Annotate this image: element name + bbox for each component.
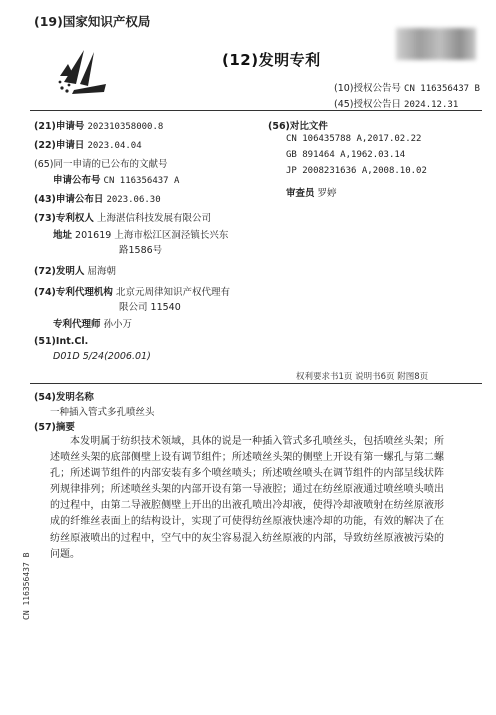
reference-2: GB 891464 A,1962.03.14 <box>286 150 406 160</box>
address-row <box>53 227 228 241</box>
header-divider <box>30 110 482 111</box>
patentee: 上海湛信科技发展有限公司 <box>96 213 211 224</box>
application-number: 202310358000.8 <box>87 122 164 132</box>
address-line-1: 201619 上海市松江区洞泾镇长兴东 <box>75 230 229 241</box>
grant-number-row <box>334 80 480 94</box>
address-label: 地址 <box>53 230 73 241</box>
pages-divider <box>30 383 482 384</box>
intcl-label: (51)Int.Cl. <box>34 336 89 347</box>
intcl-code: D01D 5/24(2006.01) <box>53 351 151 362</box>
side-document-code: CN 116356437 B <box>22 552 31 620</box>
grant-date: 2024.12.31 <box>404 100 459 110</box>
cnipa-logo <box>54 44 112 96</box>
grant-date-label: (45)授权公告日 <box>334 99 402 110</box>
references-label: (56)对比文件 <box>268 121 328 132</box>
application-date: 2023.04.04 <box>87 141 142 151</box>
patentee-row <box>34 210 211 224</box>
agency-line-1: 北京元周律知识产权代理有 <box>115 287 230 298</box>
title-label: (54)发明名称 <box>34 392 94 403</box>
agency-label: (74)专利代理机构 <box>34 287 113 298</box>
application-number-row <box>34 118 163 132</box>
grant-number: CN 116356437 B <box>404 84 480 94</box>
reference-3: JP 2008231636 A,2008.10.02 <box>286 166 427 176</box>
inventor-label: (72)发明人 <box>34 266 85 277</box>
publication-date-row <box>34 191 161 205</box>
abstract-label: (57)摘要 <box>34 422 75 433</box>
inventor: 屈海朝 <box>87 266 116 277</box>
redacted-barcode <box>396 28 476 60</box>
agent-row <box>53 316 132 330</box>
document-type: (12)发明专利 <box>222 51 321 69</box>
address-line-2: 路1586号 <box>119 245 163 256</box>
office-name: (19)国家知识产权局 <box>34 14 151 29</box>
publication-date: 2023.06.30 <box>106 195 161 205</box>
application-date-row <box>34 137 142 151</box>
patentee-label: (73)专利权人 <box>34 213 94 224</box>
examiner: 罗婷 <box>317 188 337 199</box>
application-number-label: (21)申请号 <box>34 121 85 132</box>
examiner-label: 审查员 <box>286 188 315 199</box>
same-application-label: (65)同一申请的已公布的文献号 <box>34 159 168 170</box>
grant-date-row <box>334 96 458 110</box>
publication-number-row <box>53 172 179 186</box>
publication-date-label: (43)申请公布日 <box>34 194 104 205</box>
application-date-label: (22)申请日 <box>34 140 85 151</box>
abstract-text: 本发明属于纺织技术领域，具体的说是一种插入管式多孔喷丝头，包括喷丝头架；所述喷丝头架的底部侧壁上设有调节组件；所述喷丝头架的侧壁上开设有第一螺孔与第二螺孔；所述调节组件的内部安装有多个喷丝喷头；所述喷丝喷头在调节组件的内部呈线状阵列规律排列；所述喷丝头架的内部开设有第一导液腔；通过在纺丝原液通过喷丝喷头喷出的过程中，由第二导液腔侧壁上开出的出液孔喷出冷却液，使得冷却液喷射在纺丝原液形成的纤维丝表面上的结构设计，实现了可使得纺丝原液快速冷却的功能，有效的解决了在纺丝原液喷出的过程中，空气中的灰尘容易混入纺丝原液的内部，导致纺丝原液被污染的问题。 <box>50 436 444 560</box>
agency-row <box>34 284 230 298</box>
agency-line-2: 限公司 11540 <box>119 302 181 313</box>
inventor-row <box>34 263 116 277</box>
publication-number-label: 申请公布号 <box>53 175 101 186</box>
grant-number-label: (10)授权公告号 <box>334 83 402 94</box>
publication-number: CN 116356437 A <box>103 176 180 186</box>
page-counts: 权利要求书1页 说明书6页 附图8页 <box>296 372 429 382</box>
agent-label: 专利代理师 <box>53 319 101 330</box>
reference-1: CN 106435788 A,2017.02.22 <box>286 134 422 144</box>
agent: 孙小万 <box>103 319 133 330</box>
invention-title: 一种插入管式多孔喷丝头 <box>50 407 155 418</box>
examiner-row <box>286 185 337 199</box>
